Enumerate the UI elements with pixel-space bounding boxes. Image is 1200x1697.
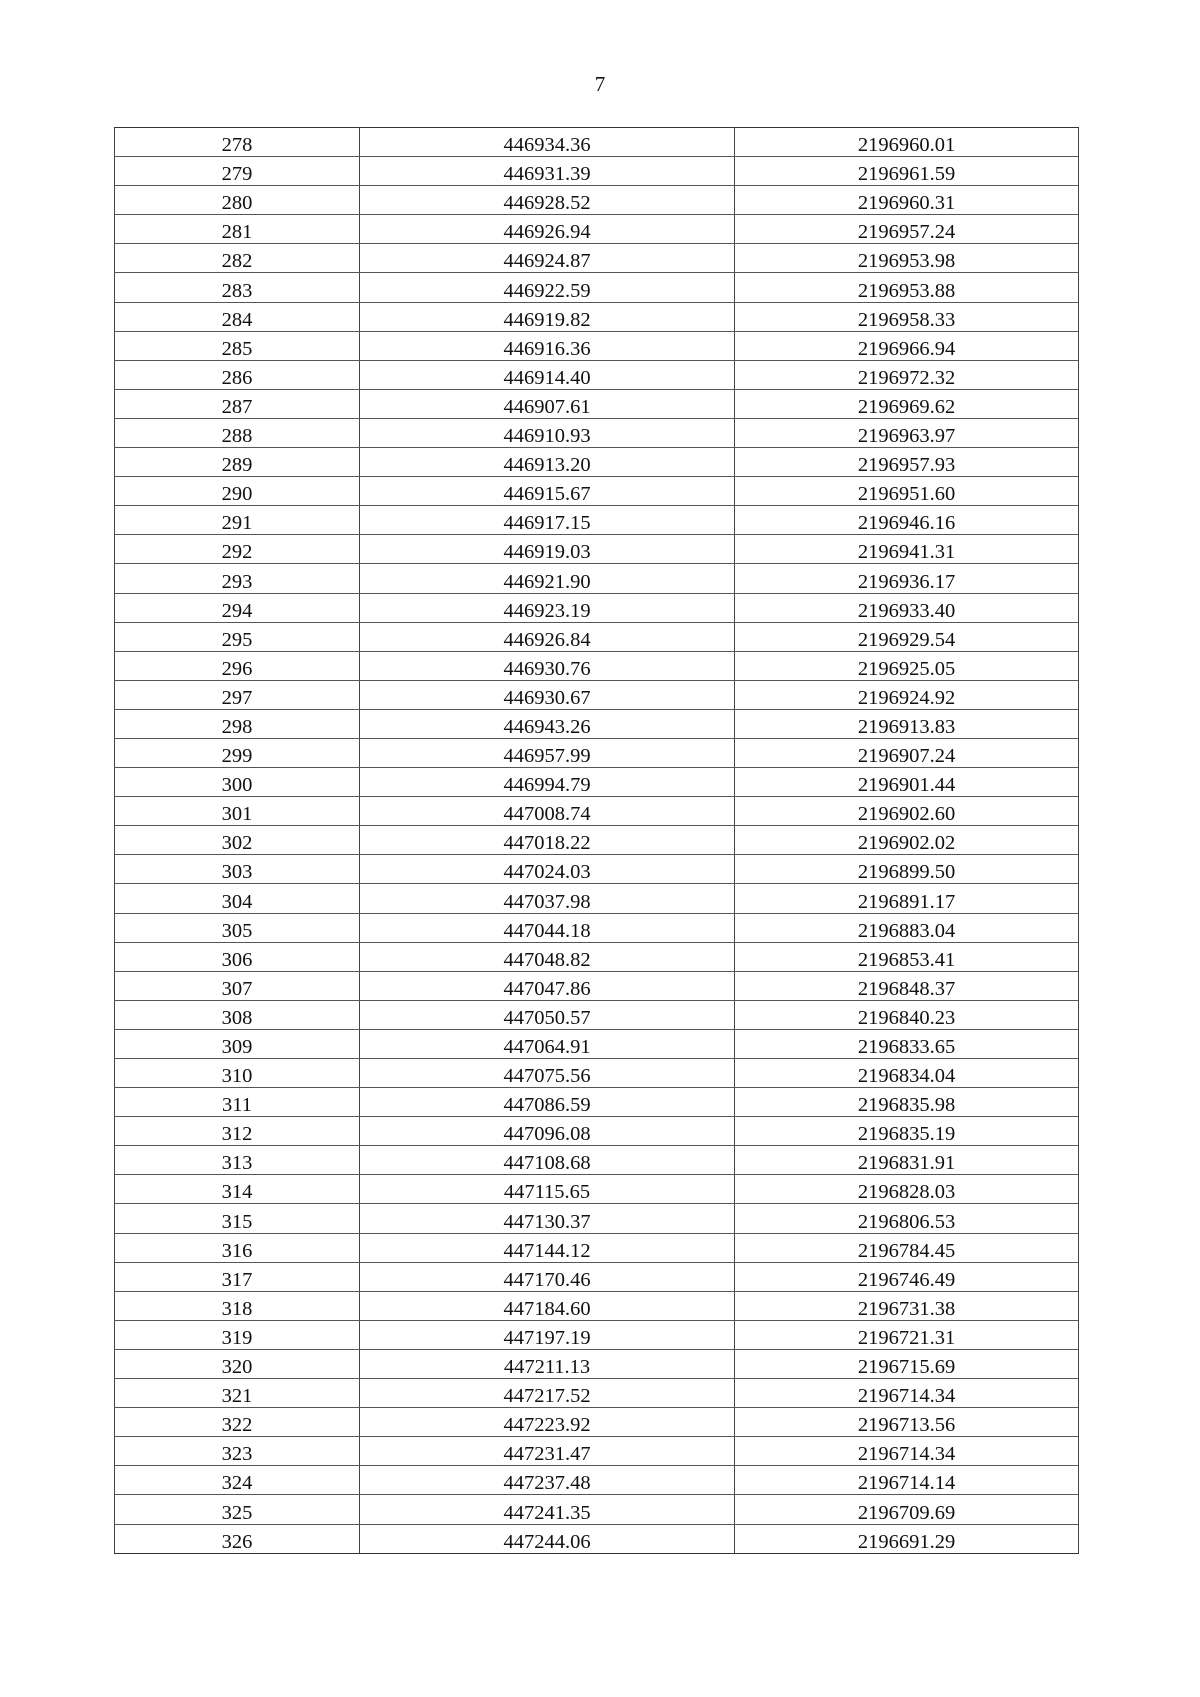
point-number-cell: 295 xyxy=(115,622,360,651)
point-number-cell: 323 xyxy=(115,1437,360,1466)
table-row xyxy=(115,1291,1079,1320)
y-coordinate-cell: 2196840.23 xyxy=(735,1000,1079,1029)
point-number-cell: 300 xyxy=(115,768,360,797)
table-row xyxy=(115,331,1079,360)
table-row xyxy=(115,622,1079,651)
x-coordinate-cell: 446916.36 xyxy=(360,331,735,360)
point-number-cell: 290 xyxy=(115,477,360,506)
y-coordinate-cell: 2196963.97 xyxy=(735,418,1079,447)
y-coordinate-cell: 2196714.14 xyxy=(735,1466,1079,1495)
point-number-cell: 291 xyxy=(115,506,360,535)
x-coordinate-cell: 446921.90 xyxy=(360,564,735,593)
y-coordinate-cell: 2196951.60 xyxy=(735,477,1079,506)
x-coordinate-cell: 446994.79 xyxy=(360,768,735,797)
table-row xyxy=(115,1088,1079,1117)
table-row xyxy=(115,1204,1079,1233)
x-coordinate-cell: 446914.40 xyxy=(360,360,735,389)
point-number-cell: 313 xyxy=(115,1146,360,1175)
y-coordinate-cell: 2196925.05 xyxy=(735,651,1079,680)
y-coordinate-cell: 2196902.02 xyxy=(735,826,1079,855)
table-row xyxy=(115,1117,1079,1146)
x-coordinate-cell: 447241.35 xyxy=(360,1495,735,1524)
point-number-cell: 297 xyxy=(115,680,360,709)
y-coordinate-cell: 2196731.38 xyxy=(735,1291,1079,1320)
table-row xyxy=(115,389,1079,418)
y-coordinate-cell: 2196960.31 xyxy=(735,186,1079,215)
point-number-cell: 312 xyxy=(115,1117,360,1146)
y-coordinate-cell: 2196958.33 xyxy=(735,302,1079,331)
table-row xyxy=(115,186,1079,215)
y-coordinate-cell: 2196957.93 xyxy=(735,448,1079,477)
table-row xyxy=(115,128,1079,157)
y-coordinate-cell: 2196714.34 xyxy=(735,1437,1079,1466)
point-number-cell: 304 xyxy=(115,884,360,913)
table-row xyxy=(115,826,1079,855)
x-coordinate-cell: 447184.60 xyxy=(360,1291,735,1320)
point-number-cell: 324 xyxy=(115,1466,360,1495)
x-coordinate-cell: 446919.82 xyxy=(360,302,735,331)
point-number-cell: 302 xyxy=(115,826,360,855)
point-number-cell: 322 xyxy=(115,1408,360,1437)
point-number-cell: 303 xyxy=(115,855,360,884)
y-coordinate-cell: 2196957.24 xyxy=(735,215,1079,244)
table-row xyxy=(115,1320,1079,1349)
table-row xyxy=(115,1437,1079,1466)
point-number-cell: 301 xyxy=(115,797,360,826)
x-coordinate-cell: 446928.52 xyxy=(360,186,735,215)
table-row xyxy=(115,913,1079,942)
point-number-cell: 279 xyxy=(115,157,360,186)
x-coordinate-cell: 447050.57 xyxy=(360,1000,735,1029)
table-row xyxy=(115,244,1079,273)
x-coordinate-cell: 447170.46 xyxy=(360,1262,735,1291)
point-number-cell: 305 xyxy=(115,913,360,942)
x-coordinate-cell: 446917.15 xyxy=(360,506,735,535)
y-coordinate-cell: 2196848.37 xyxy=(735,971,1079,1000)
point-number-cell: 316 xyxy=(115,1233,360,1262)
point-number-cell: 317 xyxy=(115,1262,360,1291)
table-row xyxy=(115,1059,1079,1088)
x-coordinate-cell: 447086.59 xyxy=(360,1088,735,1117)
table-row xyxy=(115,360,1079,389)
point-number-cell: 319 xyxy=(115,1320,360,1349)
x-coordinate-cell: 447037.98 xyxy=(360,884,735,913)
x-coordinate-cell: 447044.18 xyxy=(360,913,735,942)
x-coordinate-cell: 447048.82 xyxy=(360,942,735,971)
point-number-cell: 325 xyxy=(115,1495,360,1524)
y-coordinate-cell: 2196715.69 xyxy=(735,1349,1079,1378)
y-coordinate-cell: 2196691.29 xyxy=(735,1524,1079,1553)
table-row xyxy=(115,448,1079,477)
x-coordinate-cell: 447108.68 xyxy=(360,1146,735,1175)
table-row xyxy=(115,157,1079,186)
point-number-cell: 315 xyxy=(115,1204,360,1233)
x-coordinate-cell: 447018.22 xyxy=(360,826,735,855)
table-row xyxy=(115,971,1079,1000)
y-coordinate-cell: 2196834.04 xyxy=(735,1059,1079,1088)
x-coordinate-cell: 447047.86 xyxy=(360,971,735,1000)
x-coordinate-cell: 446907.61 xyxy=(360,389,735,418)
y-coordinate-cell: 2196853.41 xyxy=(735,942,1079,971)
table-row xyxy=(115,506,1079,535)
table-row xyxy=(115,1000,1079,1029)
x-coordinate-cell: 447237.48 xyxy=(360,1466,735,1495)
table-row xyxy=(115,564,1079,593)
y-coordinate-cell: 2196714.34 xyxy=(735,1379,1079,1408)
table-row xyxy=(115,1233,1079,1262)
y-coordinate-cell: 2196746.49 xyxy=(735,1262,1079,1291)
point-number-cell: 278 xyxy=(115,128,360,157)
table-row xyxy=(115,1262,1079,1291)
table-row xyxy=(115,855,1079,884)
x-coordinate-cell: 446919.03 xyxy=(360,535,735,564)
page-number: 7 xyxy=(594,72,606,96)
point-number-cell: 318 xyxy=(115,1291,360,1320)
y-coordinate-cell: 2196907.24 xyxy=(735,738,1079,767)
point-number-cell: 321 xyxy=(115,1379,360,1408)
y-coordinate-cell: 2196946.16 xyxy=(735,506,1079,535)
y-coordinate-cell: 2196835.98 xyxy=(735,1088,1079,1117)
x-coordinate-cell: 447217.52 xyxy=(360,1379,735,1408)
y-coordinate-cell: 2196933.40 xyxy=(735,593,1079,622)
y-coordinate-cell: 2196901.44 xyxy=(735,768,1079,797)
table-row xyxy=(115,1029,1079,1058)
y-coordinate-cell: 2196831.91 xyxy=(735,1146,1079,1175)
y-coordinate-cell: 2196835.19 xyxy=(735,1117,1079,1146)
y-coordinate-cell: 2196891.17 xyxy=(735,884,1079,913)
y-coordinate-cell: 2196713.56 xyxy=(735,1408,1079,1437)
table-row xyxy=(115,302,1079,331)
y-coordinate-cell: 2196902.60 xyxy=(735,797,1079,826)
table-row xyxy=(115,651,1079,680)
x-coordinate-cell: 447223.92 xyxy=(360,1408,735,1437)
y-coordinate-cell: 2196929.54 xyxy=(735,622,1079,651)
x-coordinate-cell: 446926.84 xyxy=(360,622,735,651)
x-coordinate-cell: 447024.03 xyxy=(360,855,735,884)
point-number-cell: 280 xyxy=(115,186,360,215)
point-number-cell: 306 xyxy=(115,942,360,971)
point-number-cell: 292 xyxy=(115,535,360,564)
point-number-cell: 326 xyxy=(115,1524,360,1553)
table-row xyxy=(115,535,1079,564)
x-coordinate-cell: 447231.47 xyxy=(360,1437,735,1466)
point-number-cell: 308 xyxy=(115,1000,360,1029)
table-row xyxy=(115,1349,1079,1378)
y-coordinate-cell: 2196966.94 xyxy=(735,331,1079,360)
table-row xyxy=(115,215,1079,244)
y-coordinate-cell: 2196953.98 xyxy=(735,244,1079,273)
x-coordinate-cell: 447075.56 xyxy=(360,1059,735,1088)
x-coordinate-cell: 447144.12 xyxy=(360,1233,735,1262)
x-coordinate-cell: 446915.67 xyxy=(360,477,735,506)
point-number-cell: 281 xyxy=(115,215,360,244)
coordinates-table xyxy=(114,127,1079,1554)
table-row xyxy=(115,797,1079,826)
y-coordinate-cell: 2196941.31 xyxy=(735,535,1079,564)
point-number-cell: 283 xyxy=(115,273,360,302)
table-row xyxy=(115,477,1079,506)
x-coordinate-cell: 446926.94 xyxy=(360,215,735,244)
x-coordinate-cell: 446930.67 xyxy=(360,680,735,709)
point-number-cell: 320 xyxy=(115,1349,360,1378)
y-coordinate-cell: 2196806.53 xyxy=(735,1204,1079,1233)
point-number-cell: 288 xyxy=(115,418,360,447)
x-coordinate-cell: 447064.91 xyxy=(360,1029,735,1058)
y-coordinate-cell: 2196899.50 xyxy=(735,855,1079,884)
y-coordinate-cell: 2196924.92 xyxy=(735,680,1079,709)
table-row xyxy=(115,273,1079,302)
x-coordinate-cell: 446957.99 xyxy=(360,738,735,767)
x-coordinate-cell: 446913.20 xyxy=(360,448,735,477)
point-number-cell: 309 xyxy=(115,1029,360,1058)
coordinates-table-body xyxy=(115,128,1079,1554)
x-coordinate-cell: 446910.93 xyxy=(360,418,735,447)
point-number-cell: 294 xyxy=(115,593,360,622)
point-number-cell: 284 xyxy=(115,302,360,331)
table-row xyxy=(115,1524,1079,1553)
x-coordinate-cell: 447096.08 xyxy=(360,1117,735,1146)
table-row xyxy=(115,1379,1079,1408)
point-number-cell: 286 xyxy=(115,360,360,389)
table-row xyxy=(115,1175,1079,1204)
table-row xyxy=(115,418,1079,447)
point-number-cell: 310 xyxy=(115,1059,360,1088)
y-coordinate-cell: 2196953.88 xyxy=(735,273,1079,302)
point-number-cell: 311 xyxy=(115,1088,360,1117)
x-coordinate-cell: 446922.59 xyxy=(360,273,735,302)
table-row xyxy=(115,1408,1079,1437)
table-row xyxy=(115,884,1079,913)
y-coordinate-cell: 2196961.59 xyxy=(735,157,1079,186)
point-number-cell: 307 xyxy=(115,971,360,1000)
table-row xyxy=(115,1495,1079,1524)
point-number-cell: 289 xyxy=(115,448,360,477)
x-coordinate-cell: 446943.26 xyxy=(360,709,735,738)
point-number-cell: 285 xyxy=(115,331,360,360)
y-coordinate-cell: 2196709.69 xyxy=(735,1495,1079,1524)
point-number-cell: 287 xyxy=(115,389,360,418)
table-row xyxy=(115,709,1079,738)
y-coordinate-cell: 2196913.83 xyxy=(735,709,1079,738)
y-coordinate-cell: 2196828.03 xyxy=(735,1175,1079,1204)
x-coordinate-cell: 447115.65 xyxy=(360,1175,735,1204)
x-coordinate-cell: 447197.19 xyxy=(360,1320,735,1349)
y-coordinate-cell: 2196833.65 xyxy=(735,1029,1079,1058)
table-row xyxy=(115,1466,1079,1495)
point-number-cell: 282 xyxy=(115,244,360,273)
point-number-cell: 293 xyxy=(115,564,360,593)
table-row xyxy=(115,738,1079,767)
x-coordinate-cell: 447244.06 xyxy=(360,1524,735,1553)
x-coordinate-cell: 447008.74 xyxy=(360,797,735,826)
y-coordinate-cell: 2196960.01 xyxy=(735,128,1079,157)
y-coordinate-cell: 2196721.31 xyxy=(735,1320,1079,1349)
x-coordinate-cell: 447130.37 xyxy=(360,1204,735,1233)
point-number-cell: 296 xyxy=(115,651,360,680)
point-number-cell: 298 xyxy=(115,709,360,738)
table-row xyxy=(115,942,1079,971)
point-number-cell: 299 xyxy=(115,738,360,767)
table-row xyxy=(115,593,1079,622)
x-coordinate-cell: 446924.87 xyxy=(360,244,735,273)
point-number-cell: 314 xyxy=(115,1175,360,1204)
y-coordinate-cell: 2196969.62 xyxy=(735,389,1079,418)
table-row xyxy=(115,768,1079,797)
table-row xyxy=(115,680,1079,709)
x-coordinate-cell: 446931.39 xyxy=(360,157,735,186)
table-row xyxy=(115,1146,1079,1175)
x-coordinate-cell: 446934.36 xyxy=(360,128,735,157)
x-coordinate-cell: 446923.19 xyxy=(360,593,735,622)
y-coordinate-cell: 2196883.04 xyxy=(735,913,1079,942)
y-coordinate-cell: 2196936.17 xyxy=(735,564,1079,593)
y-coordinate-cell: 2196784.45 xyxy=(735,1233,1079,1262)
x-coordinate-cell: 446930.76 xyxy=(360,651,735,680)
y-coordinate-cell: 2196972.32 xyxy=(735,360,1079,389)
x-coordinate-cell: 447211.13 xyxy=(360,1349,735,1378)
